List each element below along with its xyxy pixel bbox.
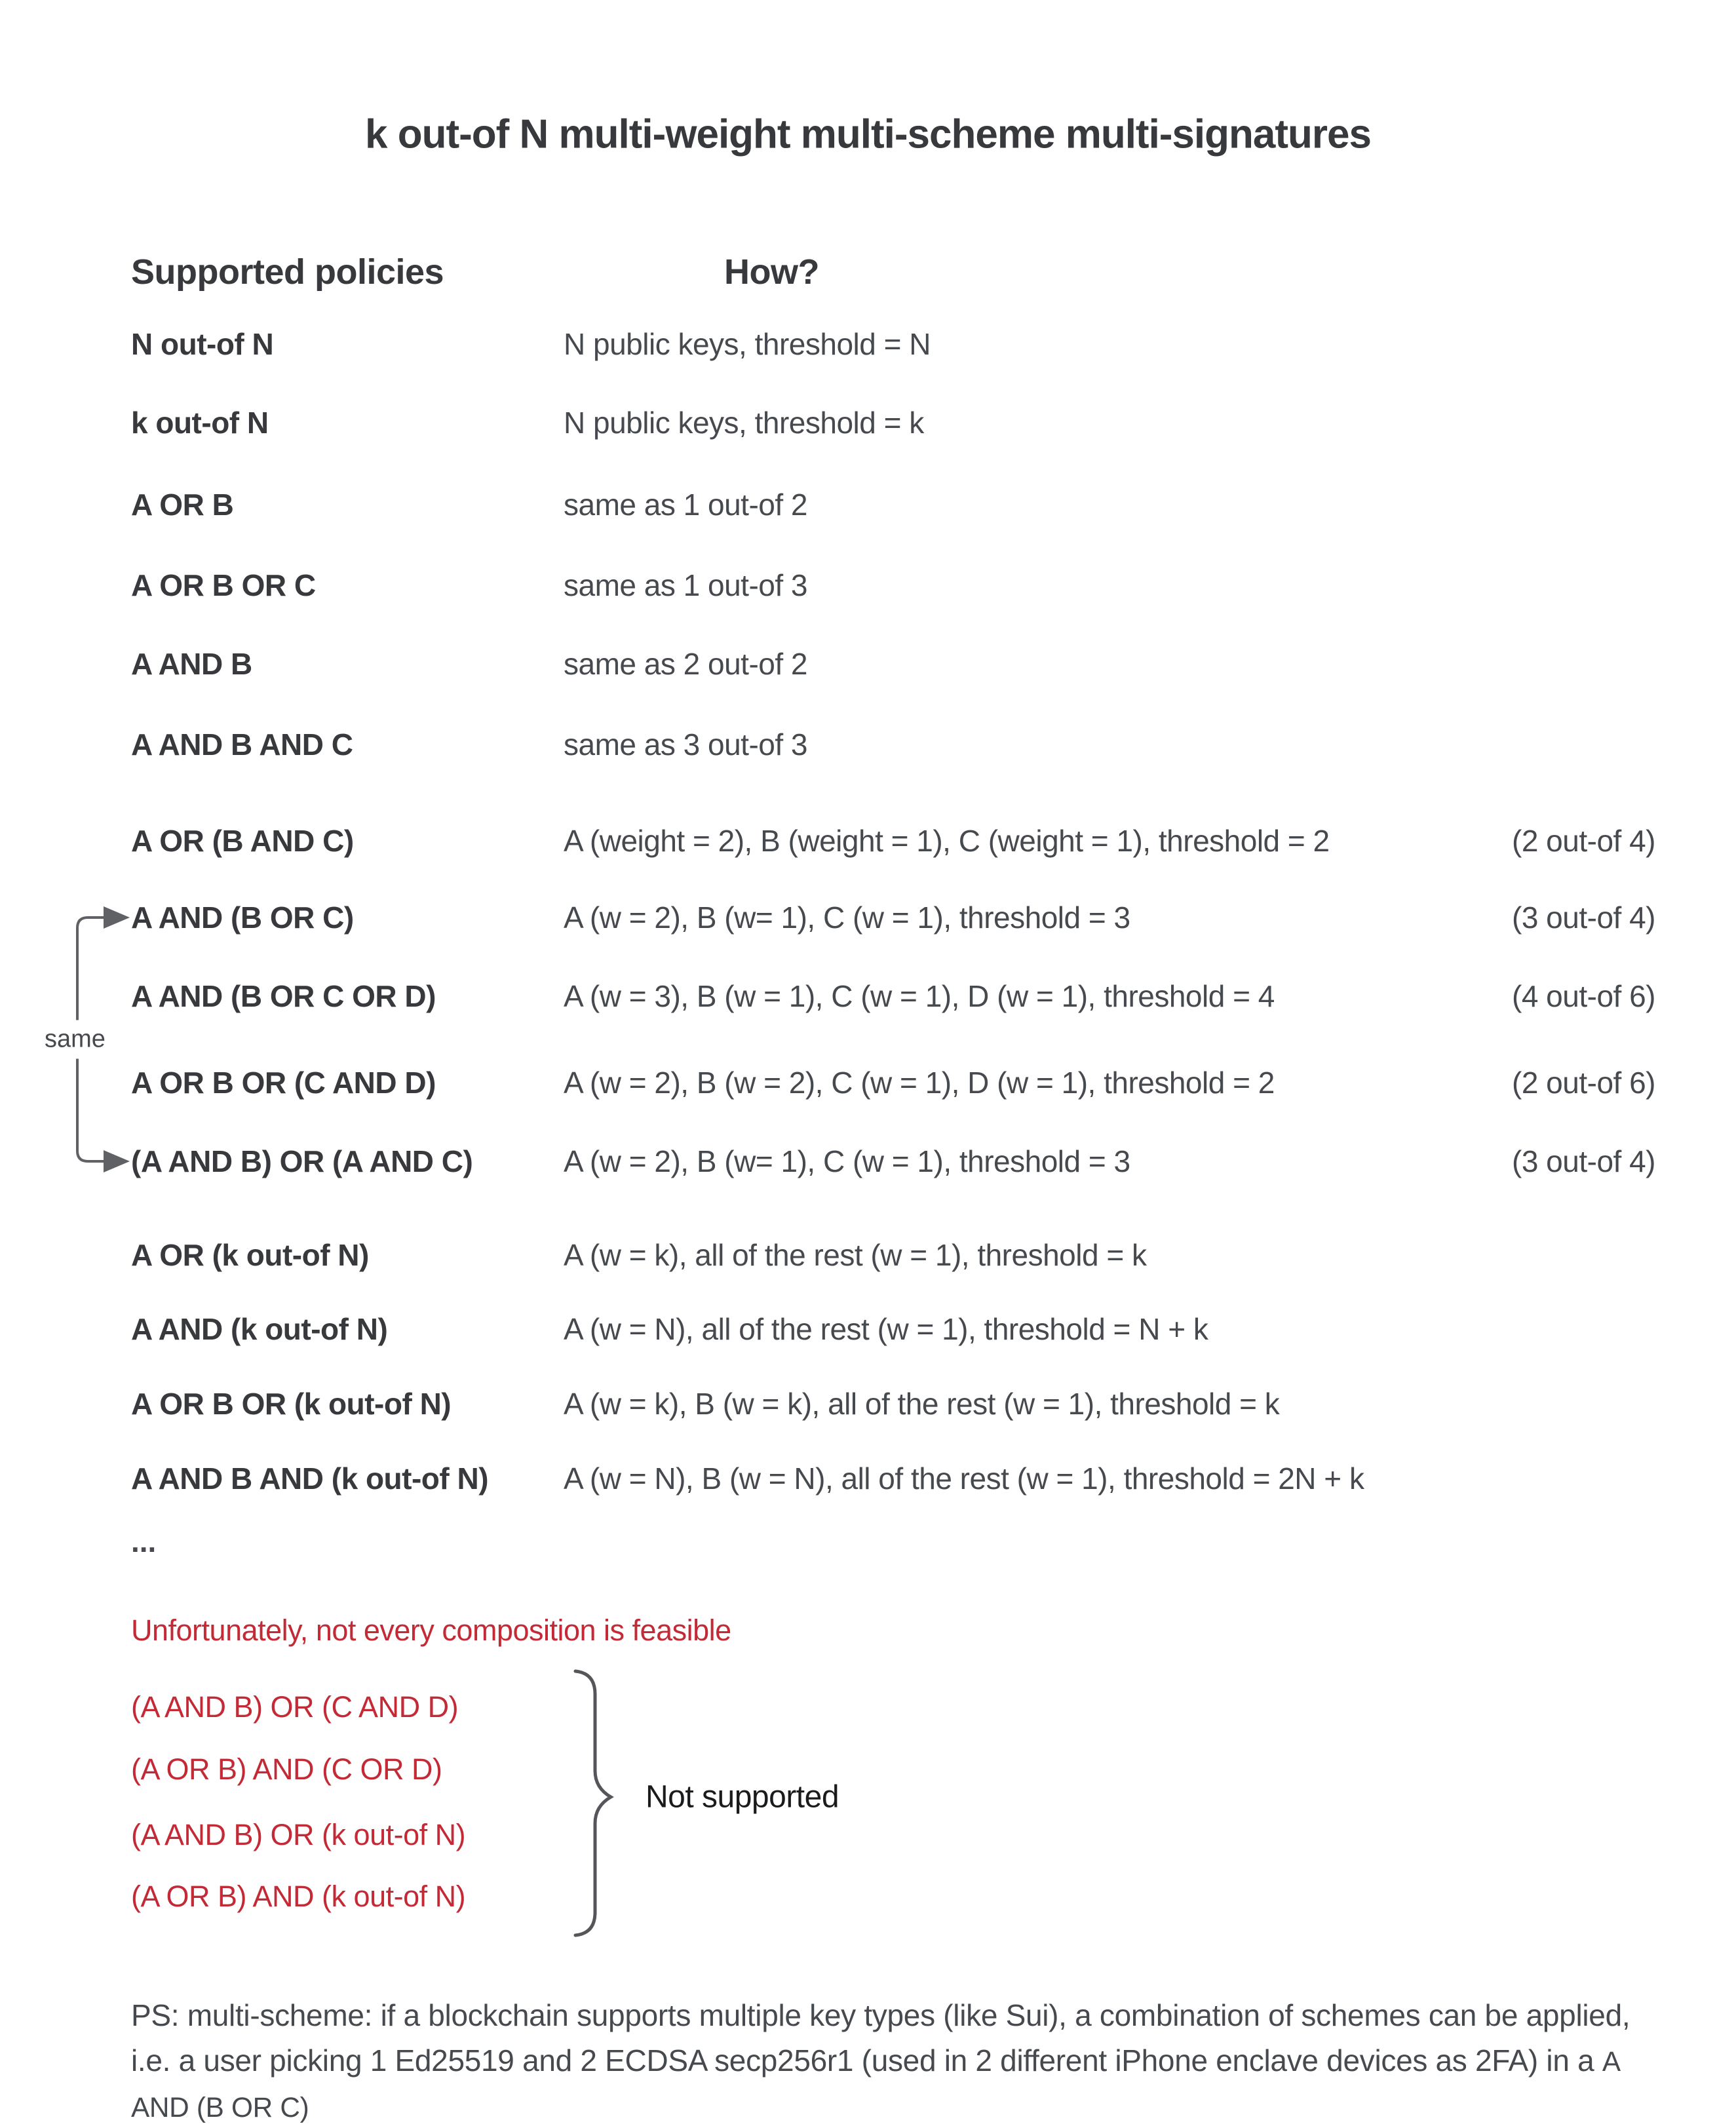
ps-policy-expression: A AND (B OR C) — [131, 2046, 1619, 2123]
column-header-how: How? — [724, 252, 819, 292]
how-cell: A (weight = 2), B (weight = 1), C (weight = 1), threshold = 2 — [564, 824, 1330, 858]
policy-cell: A OR B — [131, 488, 234, 522]
policy-cell: k out-of N — [131, 406, 269, 440]
out-of-note: (2 out-of 4) — [1512, 824, 1655, 858]
not-supported-item: (A AND B) OR (k out-of N) — [131, 1818, 466, 1851]
not-supported-item: (A OR B) AND (C OR D) — [131, 1752, 442, 1786]
policy-cell: N out-of N — [131, 327, 274, 361]
policy-cell: A OR (B AND C) — [131, 824, 354, 858]
out-of-note: (3 out-of 4) — [1512, 900, 1655, 935]
how-cell: A (w = 2), B (w= 1), C (w = 1), threshold = 3 — [564, 900, 1130, 935]
page-title: k out-of N multi-weight multi-scheme multi-signatures — [365, 111, 1371, 157]
column-header-policies: Supported policies — [131, 252, 444, 292]
policy-cell: A AND B AND (k out-of N) — [131, 1461, 489, 1496]
policy-cell: A OR (k out-of N) — [131, 1238, 369, 1272]
ps-note — [131, 1993, 1658, 2126]
how-cell: same as 2 out-of 2 — [564, 647, 807, 681]
policy-cell: A OR B OR C — [131, 568, 316, 602]
not-supported-item: (A OR B) AND (k out-of N) — [131, 1880, 466, 1913]
policy-cell: A AND (k out-of N) — [131, 1312, 388, 1346]
out-of-note: (2 out-of 6) — [1512, 1066, 1655, 1100]
how-cell: A (w = 2), B (w = 2), C (w = 1), D (w = 1), threshold = 2 — [564, 1066, 1275, 1100]
how-cell: same as 1 out-of 2 — [564, 488, 807, 522]
policy-cell: A AND B — [131, 647, 252, 681]
table-ellipsis: ... — [131, 1524, 157, 1558]
how-cell: same as 3 out-of 3 — [564, 727, 807, 762]
out-of-note: (4 out-of 6) — [1512, 979, 1655, 1013]
same-arrow-top-icon — [104, 906, 130, 929]
same-arrow-bottom-icon — [104, 1150, 130, 1172]
how-cell: A (w = 3), B (w = 1), C (w = 1), D (w = 1), threshold = 4 — [564, 979, 1275, 1013]
ps-text: PS: multi-scheme: if a blockchain supports multiple key types (like Sui), a combination of schemes can be applied, i.e. a user picking 1 Ed25519 and 2 ECDSA secp256r1 (used in 2 different iPhone enclave devices as 2FA) in a — [131, 1998, 1630, 2078]
same-label: same — [41, 1020, 109, 1059]
policy-cell: A AND (B OR C OR D) — [131, 979, 436, 1013]
out-of-note: (3 out-of 4) — [1512, 1144, 1655, 1178]
how-cell: A (w = N), all of the rest (w = 1), threshold = N + k — [564, 1312, 1208, 1346]
policy-cell: A OR B OR (k out-of N) — [131, 1387, 452, 1421]
not-feasible-heading: Unfortunately, not every composition is feasible — [131, 1614, 731, 1647]
how-cell: N public keys, threshold = N — [564, 327, 931, 361]
how-cell: N public keys, threshold = k — [564, 406, 924, 440]
not-supported-label: Not supported — [646, 1779, 839, 1815]
not-supported-brace-icon — [575, 1671, 611, 1935]
how-cell: A (w = N), B (w = N), all of the rest (w = 1), threshold = 2N + k — [564, 1461, 1364, 1496]
policy-cell: (A AND B) OR (A AND C) — [131, 1144, 473, 1178]
policy-cell: A AND (B OR C) — [131, 900, 354, 935]
not-supported-item: (A AND B) OR (C AND D) — [131, 1690, 459, 1724]
how-cell: A (w = k), B (w = k), all of the rest (w = 1), threshold = k — [564, 1387, 1280, 1421]
policy-cell: A AND B AND C — [131, 727, 353, 762]
how-cell: A (w = 2), B (w= 1), C (w = 1), threshold = 3 — [564, 1144, 1130, 1178]
policy-cell: A OR B OR (C AND D) — [131, 1066, 436, 1100]
how-cell: same as 1 out-of 3 — [564, 568, 807, 602]
how-cell: A (w = k), all of the rest (w = 1), threshold = k — [564, 1238, 1147, 1272]
